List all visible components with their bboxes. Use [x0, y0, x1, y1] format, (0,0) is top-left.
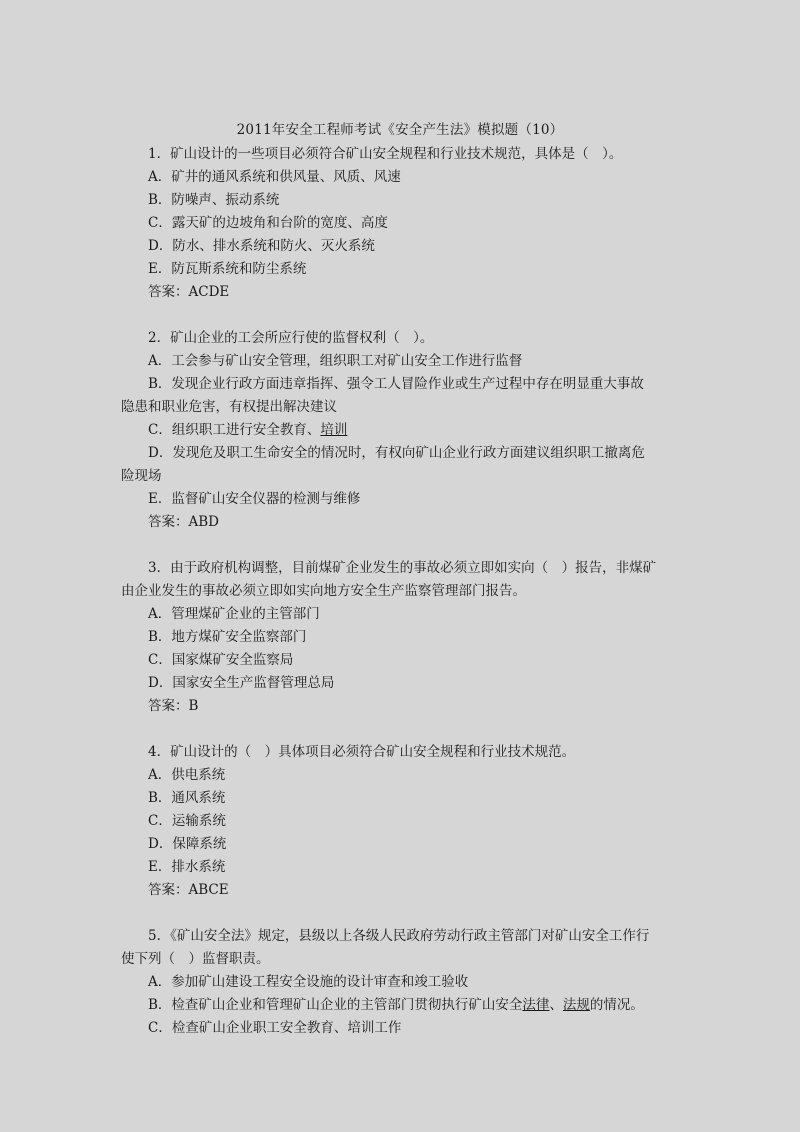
spacer [148, 534, 688, 557]
q1-option-a: A．矿井的通风系统和供风量、风质、风速 [148, 169, 401, 185]
q5-option-b-text: B．检查矿山企业和管理矿山企业的主管部门贯彻执行矿山安全 [148, 997, 523, 1013]
q1-option-c: C．露天矿的边坡角和台阶的宽度、高度 [148, 215, 388, 231]
q5-option-b-tail: 的情况。 [589, 997, 644, 1013]
q3-option-a: A．管理煤矿企业的主管部门 [148, 606, 320, 622]
training-link[interactable]: 培训 [320, 422, 348, 438]
regulation-link[interactable]: 法规 [562, 997, 590, 1013]
q4-option-c: C．运输系统 [148, 813, 226, 829]
q5-stem-line2: 使下列（ ）监督职责。 [121, 951, 270, 967]
q4-option-b: B．通风系统 [148, 790, 226, 806]
q2-option-b-line1: B．发现企业行政方面违章指挥、强令工人冒险作业或生产过程中存在明显重大事故 [148, 376, 644, 392]
q5-option-b [148, 994, 688, 1017]
q2-option-c-text: C．组织职工进行安全教育、 [148, 422, 321, 438]
q3-answer: 答案：B [148, 698, 199, 714]
q4-option-d: D．保障系统 [148, 836, 227, 852]
q1-option-e: E．防瓦斯系统和防尘系统 [148, 261, 307, 277]
q2-option-c [148, 419, 688, 442]
q1-option-d: D．防水、排水系统和防火、灭火系统 [148, 238, 375, 254]
q5-option-a: A．参加矿山建设工程安全设施的设计审查和竣工验收 [148, 974, 469, 990]
q2-option-b-line2: 隐患和职业危害，有权提出解决建议 [121, 399, 337, 415]
document-body [121, 143, 688, 1040]
q5-option-b-separator: 、 [549, 997, 563, 1013]
q2-option-e: E．监督矿山安全仪器的检测与维修 [148, 491, 361, 507]
q2-answer: 答案：ABD [148, 514, 219, 530]
document-title: 2011年安全工程师考试《安全产生法》模拟题（10） [236, 122, 564, 138]
q1-option-b: B．防噪声、振动系统 [148, 192, 280, 208]
q4-stem: 4．矿山设计的（ ）具体项目必须符合矿山安全规程和行业技术规范。 [148, 744, 576, 760]
spacer [148, 902, 688, 925]
q4-option-a: A．供电系统 [148, 767, 226, 783]
q3-option-b: B．地方煤矿安全监察部门 [148, 629, 307, 645]
q2-option-d-line1: D．发现危及职工生命安全的情况时，有权向矿山企业行政方面建议组织职工撤离危 [148, 445, 645, 461]
q4-option-e: E．排水系统 [148, 859, 226, 875]
q3-stem-line1: 3．由于政府机构调整，目前煤矿企业发生的事故必须立即如实向（ ）报告，非煤矿 [148, 560, 657, 576]
q4-answer: 答案：ABCE [148, 882, 229, 898]
law-link[interactable]: 法律 [522, 997, 550, 1013]
q1-stem: 1．矿山设计的一些项目必须符合矿山安全规程和行业技术规范，具体是（ ）。 [148, 146, 623, 162]
q5-stem-line1: 5．《矿山安全法》规定，县级以上各级人民政府劳动行政主管部门对矿山安全工作行 [148, 928, 650, 944]
q2-option-a: A．工会参与矿山安全管理，组织职工对矿山安全工作进行监督 [148, 353, 523, 369]
q2-stem: 2．矿山企业的工会所应行使的监督权利（ ）。 [148, 330, 434, 346]
q1-answer: 答案：ACDE [148, 284, 230, 300]
spacer [148, 718, 688, 741]
q2-option-d-line2: 险现场 [121, 468, 162, 484]
q3-stem-line2: 由企业发生的事故必须立即如实向地方安全生产监察管理部门报告。 [121, 583, 526, 599]
q3-option-c: C．国家煤矿安全监察局 [148, 652, 294, 668]
q5-option-c: C．检查矿山企业职工安全教育、培训工作 [148, 1020, 402, 1036]
q3-option-d: D．国家安全生产监督管理总局 [148, 675, 335, 691]
spacer [148, 304, 688, 327]
